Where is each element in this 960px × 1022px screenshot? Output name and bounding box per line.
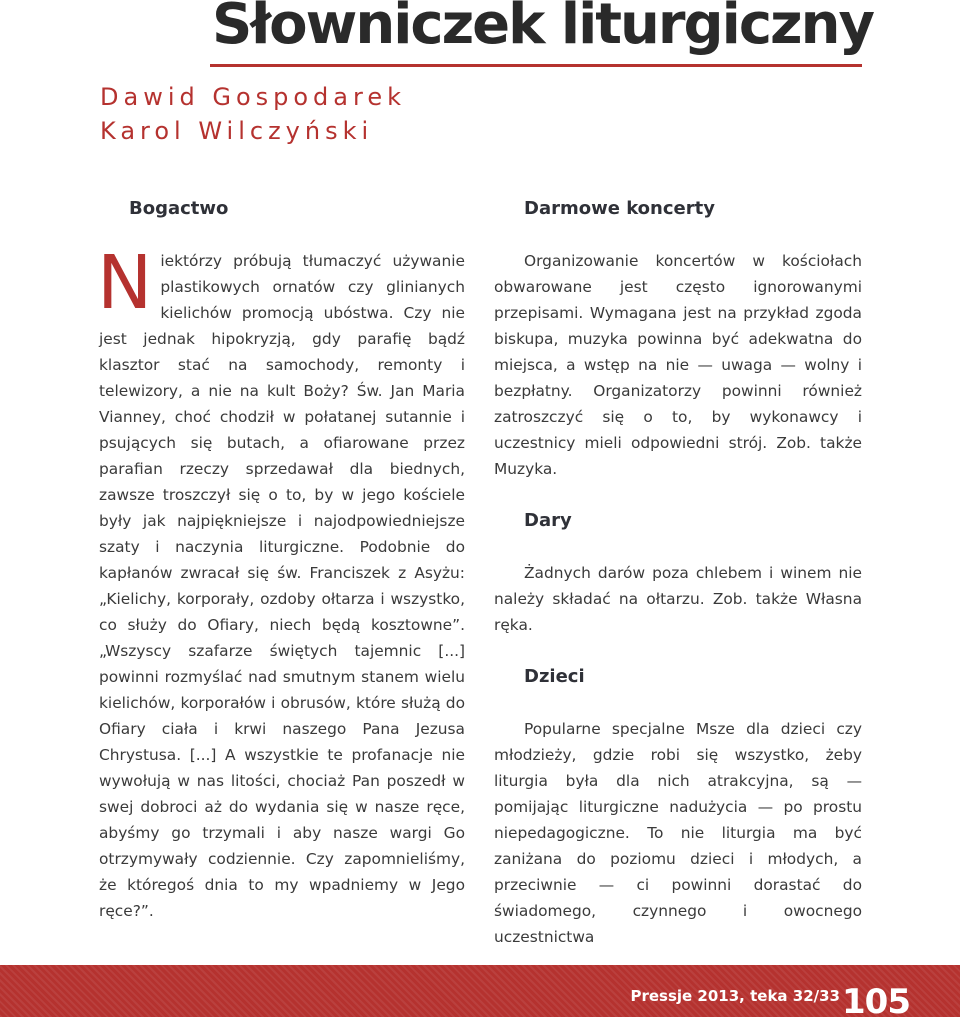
left-column (99, 196, 465, 924)
title-underline (210, 64, 862, 67)
body-text: iektórzy próbują tłumaczyć używanie plastikowych ornatów czy glinianych kielichów promocją ubóstwa. Czy nie jest jednak hipokryzją, gdy parafię bądź klasztor stać na samochody, remonty i telewizory, a nie na kult Boży? Św. Jan Maria Vianney, choć chodził w połatanej sutannie i psujących się butach, a ofiarowane przez parafian rzeczy sprzedawał dla biednych, zawsze troszczył się o to, by w jego kościele były jak najpiękniejsze i najodpowiedniejsze szaty i naczynia liturgiczne. Podobnie do kapłanów zwracał się św. Franciszek z Asyżu: „Kielichy, korporały, ozdoby ołtarza i wszystko, co służy do Ofiary, niech będą kosztowne”. „Wszyscy szafarze świętych tajemnic [...] powinni rozmyślać nad smutnym stanem wielu kielichów, korporałów i obrusów, które służą do Ofiary ciała i krwi naszego Pana Jezusa Chrystusa. [...] A wszystkie te profanacje nie wywołują w nas litości, chociaż Pan poszedł w swej dobroci aż do wydania się w nasze ręce, abyśmy go trzymali i aby nasze wargi Go otrzymywały codziennie. Czy zapomnieliśmy, że któregoś dnia to my wpadniemy w Jego ręce?”. (99, 252, 465, 920)
section-heading-dzieci: Dzieci (524, 666, 585, 687)
section-body-darmowe-koncerty (494, 248, 862, 482)
section-heading-dary: Dary (524, 510, 572, 531)
author-name: Karol Wilczyński (100, 117, 374, 145)
right-column (494, 196, 862, 950)
page-number: 105 (842, 982, 910, 1022)
section-body-dary (494, 560, 862, 638)
section-body-bogactwo (97, 240, 465, 924)
page-title: Słowniczek liturgiczny (212, 0, 873, 57)
section-body-dzieci (494, 716, 862, 950)
section-heading-bogactwo: Bogactwo (129, 198, 229, 219)
section-heading-darmowe-koncerty: Darmowe koncerty (524, 198, 715, 219)
body-text: Popularne specjalne Msze dla dzieci czy młodzieży, gdzie robi się wszystko, żeby liturgia była dla nich atrakcyjna, są — pomijając liturgiczne nadużycia — po prostu niepedagogiczne. To nie liturgia ma być zaniżana do poziomu dzieci i młodych, a przeciwnie — ci powinni dorastać do świadomego, czynnego i owocnego uczestnictwa (494, 720, 862, 946)
drop-cap: N (97, 240, 153, 326)
authors-block (100, 80, 406, 148)
body-text: Żadnych darów poza chlebem i winem nie należy składać na ołtarzu. Zob. także Własna ręka. (494, 564, 862, 634)
footer-publication: Pressje 2013, teka 32/33 (630, 987, 840, 1005)
body-text: Organizowanie koncertów w kościołach obwarowane jest często ignorowanymi przepisami. Wymagana jest na przykład zgoda biskupa, muzyka powinna być adekwatna do miejsca, a wstęp na nie — uwaga — wolny i bezpłatny. Organizatorzy powinni również zatroszczyć się o to, by wykonawcy i uczestnicy mieli odpowiedni strój. Zob. także Muzyka. (494, 252, 862, 478)
author-name: Dawid Gospodarek (100, 83, 406, 111)
